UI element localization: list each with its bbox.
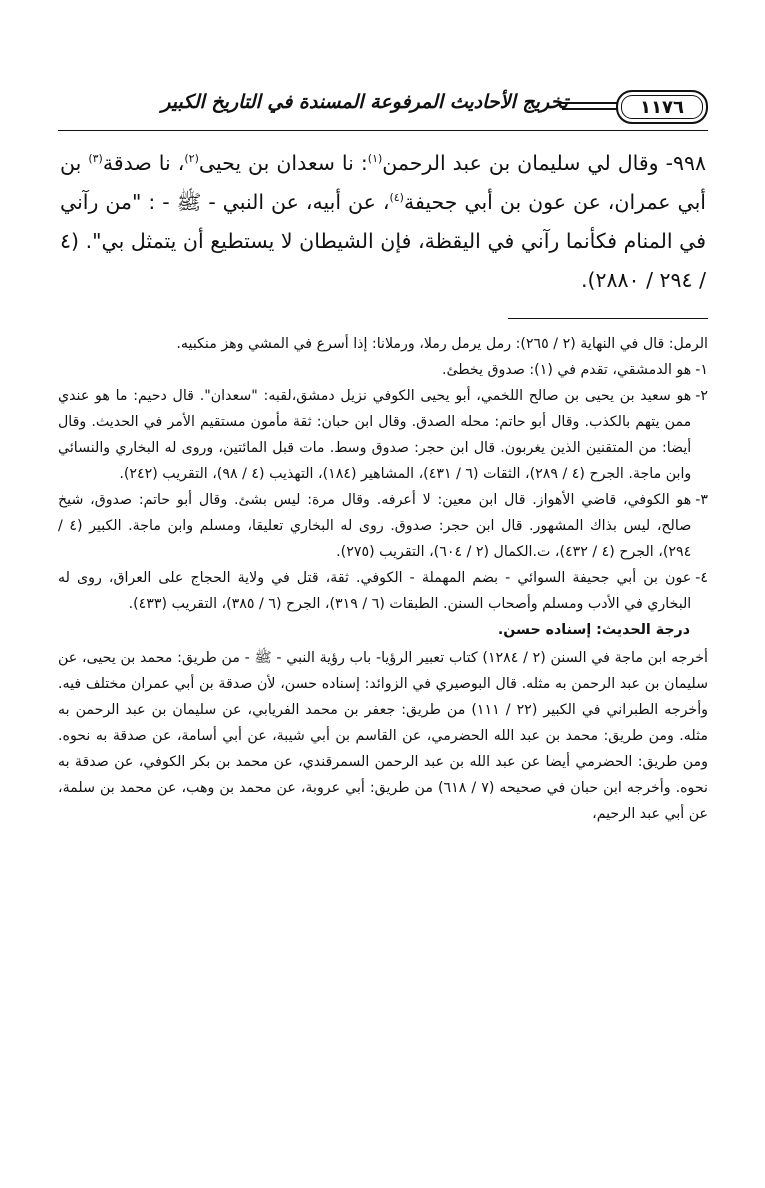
footnote-ref: (٤) [389,191,404,205]
footnote-ref: (٣) [88,152,103,166]
footnote-text: هو سعيد بن يحيى بن صالح اللخمي، أبو يحيى الكوفي نزيل دمشق،لقبه: "سعدان". قال دحيم: ما هو عندي ممن يتهم بالكذب. وقال أبو حاتم: محله الصدق. وقال ابن حبان: ثقة مأمون مستقيم الأمر في الحديث. وقال أيضا: من المتقنين الذين يغربون. قال ابن حجر: صدوق وسط. مات قبل المائتين، وروى له البخاري والنسائي وابن ماجة. الجرح (٤ / ٢٨٩)، الثقات (٦ / ٤٣١)، المشاهير (١٨٤)، التهذيب (٤ / ٩٨)، التقريب (٢٤٢). [58,388,692,482]
book-title: تخريج الأحاديث المرفوعة المسندة في التاريخ الكبير [161,91,568,113]
footnote-number: ٣- [695,492,708,508]
footnote-separator [508,318,708,319]
hadith-text [58,144,708,300]
header-decor-rule [562,108,618,110]
footnote-number: ١- [695,362,708,378]
running-header [58,88,708,138]
header-divider [58,130,708,131]
footnote-ref: (١) [367,152,383,166]
hadith-text-part: بن أبي عمران، عن عون بن أبي جحيفة [60,151,706,214]
footnote-text: عون بن أبي جحيفة السوائي - بضم المهملة - الكوفي. ثقة، قتل في ولاية الحجاج على العراق، روى له البخاري في الأدب ومسلم وأصحاب السنن. الطبقات (٦ / ٣١٩)، الجرح (٦ / ٣٨٥)، التقريب (٤٣٣). [58,570,692,612]
header-decor-rule [562,102,618,104]
footnote-text: هو الدمشقي، تقدم في (١): صدوق يخطئ. [441,362,692,378]
footnote-text: هو الكوفي، قاضي الأهواز. قال ابن معين: لا أعرفه. وقال مرة: ليس بشئ. وقال أبو حاتم: صدوق، شيخ صالح، ليس بذاك المشهور. قال ابن حجر: صدوق. روى له البخاري تعليقا، ومسلم وابن ماجة. الكبير (٤ / ٢٩٤)، الجرح (٤ / ٤٣٢)، ت.الكمال (٢ / ٦٠٤)، التقريب (٢٧٥). [58,492,692,560]
footnotes [58,331,708,827]
footnote-ref: (٢) [184,152,199,166]
footnote-item [58,487,708,565]
hadith-text-part: ، نا صدقة [102,151,185,175]
takhrij-text: أخرجه ابن ماجة في السنن (٢ / ١٢٨٤) كتاب تعبير الرؤيا- باب رؤية النبي - ﷺ - من طريق: محمد بن يحيى، عن سليمان بن عبد الرحمن به مثله. قال البوصيري في الزوائد: إسناده حسن، لأن صدقة بن أبي عمران مختلف فيه. وأخرجه الطبراني في الكبير (٢٢ / ١١١) من طريق: جعفر بن محمد الفريابي، عن سليمان بن عبد الرحمن به مثله. ومن طريق: محمد بن عبد الله الحضرمي، عن القاسم بن أبي شيبة، عن أبي أسامة، عن صدقة به نحوه. ومن طريق: الحضرمي أيضا عن عبد الله بن عبد الرحمن السمرقندي، عن محمد بن بكر الكوفي، عن صدقة به نحوه. وأخرجه ابن حبان في صحيحه (٧ / ٦١٨) من طريق: أبي عروبة، عن محمد بن وهب، عن محمد بن سلمة، عن أبي عبد الرحيم، [58,650,708,822]
page-number: ١١٧٦ [616,90,708,124]
footnote-item [58,357,708,383]
footnote-number: ٤- [695,570,708,586]
footnote-intro: الرمل: قال في النهاية (٢ / ٢٦٥): رمل يرمل رملا، ورملانا: إذا أسرع في المشي وهز منكبيه. [176,336,708,352]
hadith-grade: درجة الحديث: إسناده حسن. [497,622,690,638]
page-content [58,88,708,827]
hadith-text-part: : نا سعدان بن يحيى [198,151,368,175]
footnote-item [58,565,708,617]
hadith-text-part: ، عن أبيه، عن النبي - ﷺ - : "من رآني في المنام فكأنما رآني في اليقظة، فإن الشيطان لا يستطيع أن يتمثل بي". (٤ / ٢٩٤ / ٢٨٨٠). [60,190,706,292]
footnote-number: ٢- [695,388,708,404]
footnote-item [58,383,708,487]
hadith-text-part: ٩٩٨- وقال لي سليمان بن عبد الرحمن [382,151,707,175]
